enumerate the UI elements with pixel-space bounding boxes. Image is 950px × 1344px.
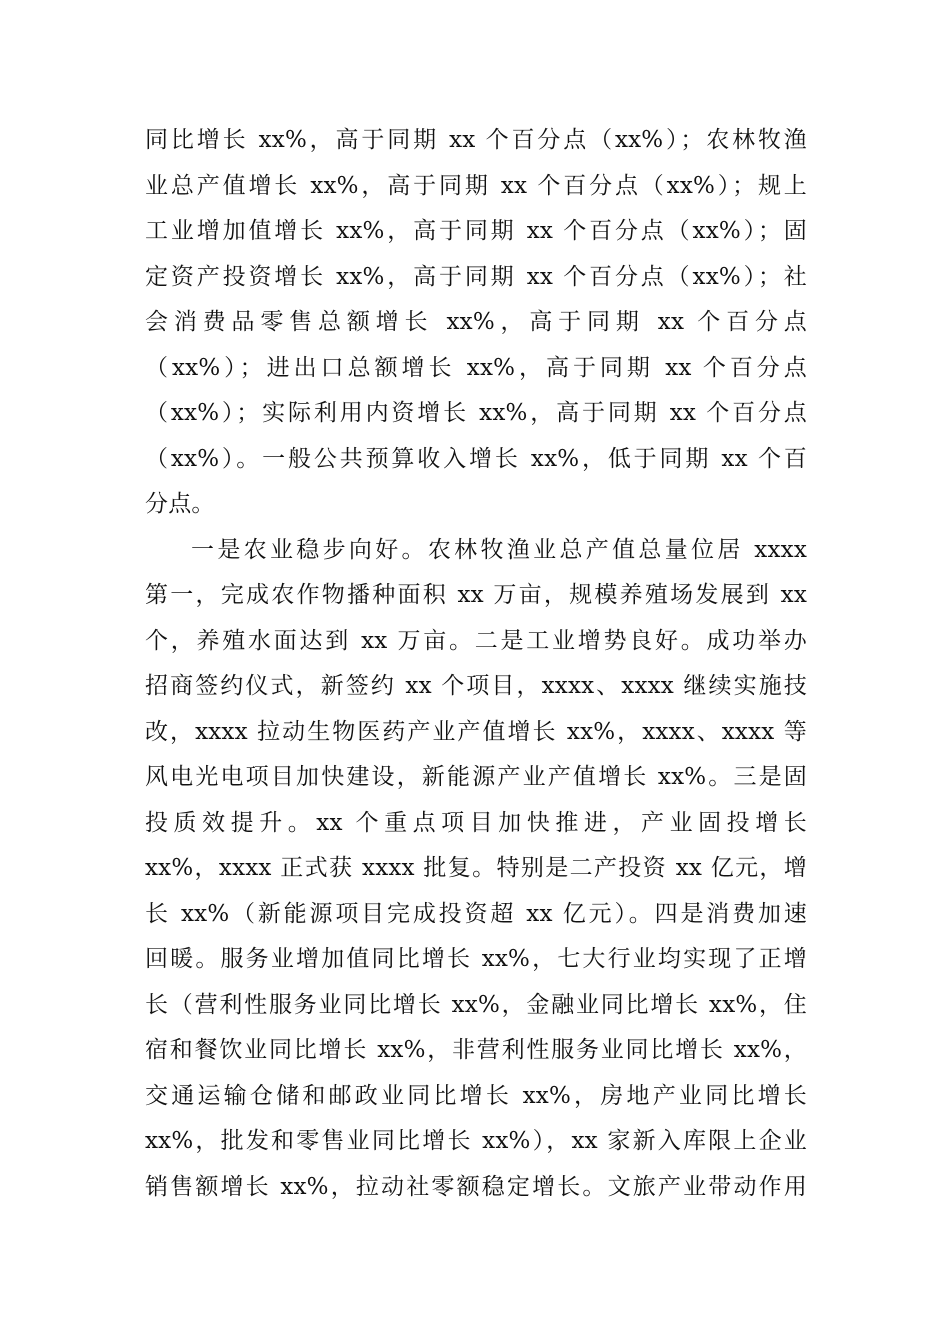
text-line: 改，xxxx 拉动生物医药产业产值增长 xx%，xxxx、xxxx 等: [145, 718, 807, 745]
text-line: 招商签约仪式，新签约 xx 个项目，xxxx、xxxx 继续实施技: [145, 673, 807, 699]
text-line: 风电光电项目加快建设，新能源产业产值增长 xx%。三是固: [145, 764, 807, 790]
text-line: 长（营利性服务业同比增长 xx%，金融业同比增长 xx%，住: [145, 991, 807, 1018]
text-line: 分点。: [145, 491, 215, 517]
text-line: 销售额增长 xx%，拉动社零额稳定增长。文旅产业带动作用: [145, 1173, 807, 1200]
text-line: xx%，批发和零售业同比增长 xx%），xx 家新入库限上企业: [145, 1128, 807, 1154]
paragraph-economic-indicators: [145, 118, 807, 528]
text-line: 长 xx%（新能源项目完成投资超 xx 亿元）。四是消费加速: [145, 900, 807, 927]
text-line: 工业增加值增长 xx%，高于同期 xx 个百分点（xx%）；固: [145, 218, 807, 244]
text-line: 宿和餐饮业同比增长 xx%，非营利性服务业同比增长 xx%，: [145, 1037, 807, 1063]
text-line: xx%，xxxx 正式获 xxxx 批复。特别是二产投资 xx 亿元，增: [145, 855, 807, 881]
text-line: （xx%）。一般公共预算收入增长 xx%，低于同期 xx 个百: [145, 445, 807, 472]
text-line: （xx%）；进出口总额增长 xx%，高于同期 xx 个百分点: [145, 354, 807, 381]
text-line: 投质效提升。xx 个重点项目加快推进，产业固投增长: [145, 809, 807, 836]
text-line: 会消费品零售总额增长 xx%，高于同期 xx 个百分点: [145, 309, 807, 335]
text-line: 交通运输仓储和邮政业同比增长 xx%，房地产业同比增长: [145, 1082, 807, 1109]
text-line: 一是农业稳步向好。农林牧渔业总产值总量位居 xxxx: [191, 536, 807, 563]
text-line: 同比增长 xx%，高于同期 xx 个百分点（xx%）；农林牧渔: [145, 127, 807, 153]
document-body: [145, 118, 807, 1210]
text-line: 定资产投资增长 xx%，高于同期 xx 个百分点（xx%）；社: [145, 263, 807, 290]
text-line: （xx%）；实际利用内资增长 xx%，高于同期 xx 个百分点: [145, 400, 807, 426]
text-line: 回暖。服务业增加值同比增长 xx%，七大行业均实现了正增: [145, 946, 807, 972]
text-line: 业总产值增长 xx%，高于同期 xx 个百分点（xx%）；规上: [145, 172, 807, 199]
paragraph-sector-details: [145, 528, 807, 1211]
text-line: 个，养殖水面达到 xx 万亩。二是工业增势良好。成功举办: [145, 627, 807, 654]
text-line: 第一，完成农作物播种面积 xx 万亩，规模养殖场发展到 xx: [145, 582, 807, 608]
